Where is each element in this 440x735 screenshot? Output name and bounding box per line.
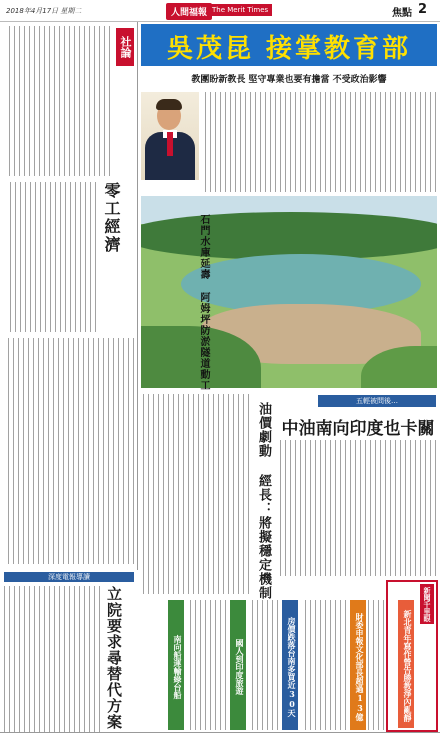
shipping-news-box: 南向船運輸綠台船 (168, 600, 184, 730)
cpc-article-text (280, 440, 436, 576)
housing-news-text (302, 600, 346, 730)
issue-date: 2018年4月17日 星期二 (6, 7, 82, 15)
masthead (0, 0, 440, 22)
hero-subheadline: 教團盼新教長 堅守專業也要有擔當 不受政治影響 (191, 75, 387, 85)
newspaper-logo-en: The Merit Times (208, 4, 272, 16)
page-footer-rule (0, 732, 440, 733)
news-spotlight-label: 新聞千里眼 (420, 584, 434, 624)
cpc-india-headline: 中油南向印度也卡關 (281, 419, 435, 439)
cpc-article-tag: 五輕被問後… (318, 395, 436, 407)
reservoir-photo-caption: 石門水庫延壽 阿姆坪防淤隧道動工 (198, 214, 209, 391)
bottom-left-body-text (4, 586, 100, 732)
news-spotlight-headline: 新北青年寫作營告勝教淨內亂靜 (398, 600, 414, 728)
portrait-photo (141, 92, 199, 180)
india-travel-text (250, 600, 278, 730)
newspaper-logo: 人間福報 (166, 3, 212, 20)
oil-article-text (141, 394, 249, 594)
oil-price-headline: 油價劇動 經長：將擬穩定機制 (256, 402, 271, 600)
reservoir-photo (141, 196, 437, 388)
india-travel-box: 國人到印度旅遊 (230, 600, 246, 730)
bottom-left-section-bar: 深度電報導讀 (4, 572, 134, 582)
hero-headline: 吳茂昆 接掌教育部 (166, 34, 412, 64)
editorial-body-text-2 (6, 182, 96, 332)
editorial-column (0, 22, 138, 570)
editorial-body-text-1 (6, 26, 110, 176)
section-name: 焦點 (392, 8, 412, 19)
finance-news-text (368, 600, 384, 730)
housing-news-box: 房價跌落台南多買近30天 (282, 600, 298, 730)
page-number: 2 (418, 2, 428, 17)
finance-news-box: 財委申報文化部長超過13億 (350, 600, 366, 730)
lead-article-text (204, 92, 436, 192)
editorial-title: 零工經濟 (102, 182, 121, 254)
shipping-news-text (188, 600, 226, 730)
editorial-badge: 社論 (116, 28, 134, 66)
editorial-body-text-3 (6, 338, 134, 564)
bottom-left-headline: 立院要求尋替代方案 (105, 586, 123, 730)
